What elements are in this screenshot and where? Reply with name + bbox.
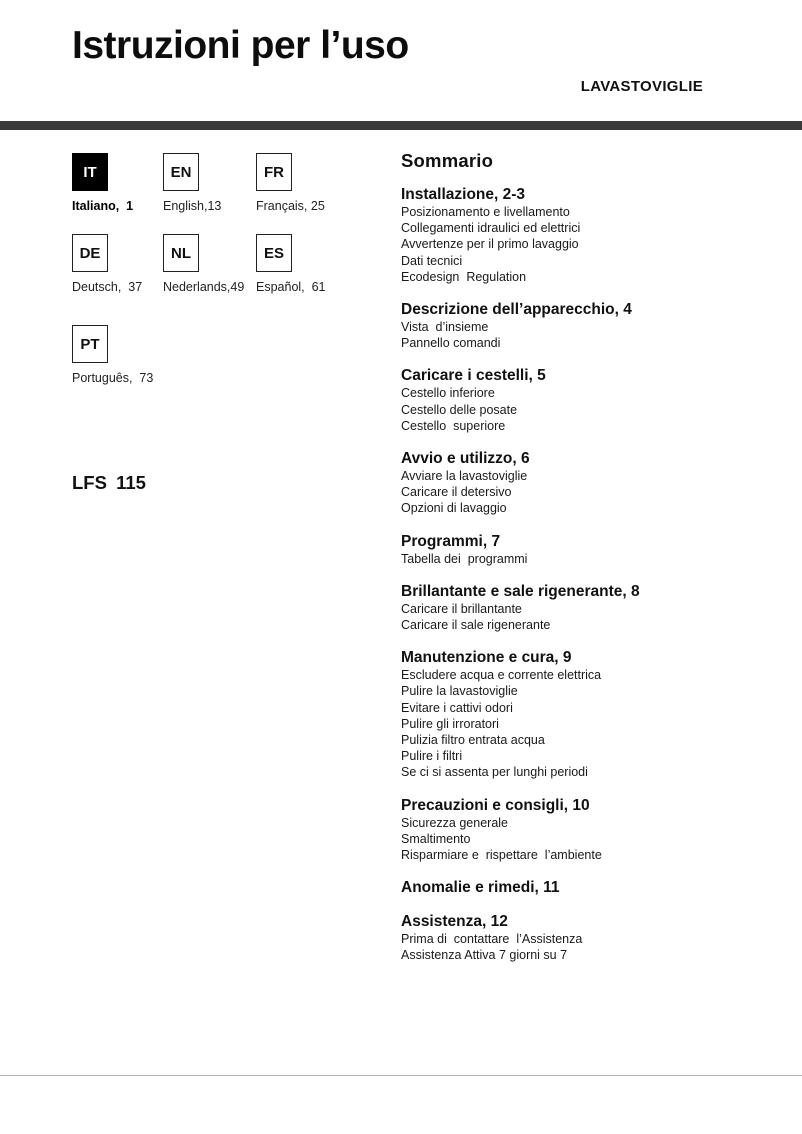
toc-section [401,648,781,780]
toc-section-title[interactable]: Installazione, 2-3 [401,186,526,203]
toc-section-title[interactable]: Brillantante e sale rigenerante, 8 [401,582,640,600]
language-pt[interactable] [72,325,168,385]
toc-section-title[interactable]: Avvio e utilizzo, 6 [401,450,530,468]
language-es[interactable] [256,234,352,294]
toc-item[interactable]: Sicurezza generale [401,815,509,830]
language-label: Italiano, 1 [72,199,134,213]
language-code-box: DE [72,234,108,272]
language-nl[interactable] [163,234,259,294]
language-label: Português, 73 [72,371,154,385]
toc-item[interactable]: Collegamenti idraulici ed elettrici [401,221,581,236]
toc-item[interactable]: Posizionamento e livellamento [401,205,570,219]
toc-item[interactable]: Tabella dei programmi [401,551,528,566]
model-name: LFS 115 [72,472,146,493]
toc-item[interactable]: Pulire gli irroratori [401,716,499,731]
toc-item[interactable]: Pulizia filtro entrata acqua [401,733,545,748]
language-de[interactable] [72,234,168,294]
toc-item[interactable]: Pannello comandi [401,336,501,351]
toc-item[interactable]: Cestello inferiore [401,386,495,401]
toc-section [401,449,781,517]
toc-item[interactable]: Ecodesign Regulation [401,269,527,284]
toc-section-title[interactable]: Descrizione dell’apparecchio, 4 [401,301,632,319]
toc-section-title[interactable]: Manutenzione e cura, 9 [401,649,572,667]
language-label: Deutsch, 37 [72,280,143,294]
page-title: Istruzioni per l’uso [72,24,409,67]
language-it[interactable] [72,153,168,213]
language-code-box: PT [72,325,108,363]
toc-section-title[interactable]: Precauzioni e consigli, 10 [401,796,590,814]
toc-section [401,300,781,351]
language-code-box: NL [163,234,199,272]
toc-item[interactable]: Risparmiare e rispettare l’ambiente [401,848,602,863]
toc-section [401,532,781,567]
toc-item[interactable]: Avvertenze per il primo lavaggio [401,237,579,252]
toc-item[interactable]: Smaltimento [401,831,471,846]
toc-section [401,796,781,864]
toc-item[interactable]: Escludere acqua e corrente elettrica [401,668,602,683]
language-label: Nederlands,49 [163,280,245,294]
toc-item[interactable]: Cestello superiore [401,418,506,433]
table-of-contents [401,150,781,979]
toc-section-title[interactable]: Assistenza, 12 [401,913,508,931]
toc-item[interactable]: Se ci si assenta per lunghi periodi [401,765,588,780]
bottom-divider [0,1075,802,1076]
language-code-box: EN [163,153,199,191]
toc-item[interactable]: Opzioni di lavaggio [401,501,507,516]
toc-item[interactable]: Assistenza Attiva 7 giorni su 7 [401,948,568,963]
toc-item[interactable]: Pulire la lavastoviglie [401,684,518,699]
language-label: Français, 25 [256,199,325,213]
toc-item[interactable]: Avviare la lavastoviglie [401,469,528,484]
toc-item[interactable]: Caricare il sale rigenerante [401,618,551,633]
toc-sections [401,185,781,964]
top-divider [0,121,802,130]
language-en[interactable] [163,153,259,213]
toc-section-title[interactable]: Programmi, 7 [401,532,501,550]
toc-section [401,582,781,633]
toc-section [401,912,781,963]
toc-section [401,366,781,434]
toc-section-title[interactable]: Caricare i cestelli, 5 [401,367,546,385]
language-label: English,13 [163,199,222,213]
toc-item[interactable]: Dati tecnici [401,253,463,268]
toc-item[interactable]: Pulire i filtri [401,749,463,764]
toc-item[interactable]: Prima di contattare l’Assistenza [401,932,583,947]
toc-section [401,878,781,897]
toc-item[interactable]: Caricare il brillantante [401,601,522,616]
toc-item[interactable]: Vista d’insieme [401,320,489,335]
toc-heading: Sommario [401,150,494,171]
language-code-box: IT [72,153,108,191]
toc-item[interactable]: Evitare i cattivi odori [401,700,513,715]
language-label: Español, 61 [256,280,326,294]
product-type: LAVASTOVIGLIE [580,78,703,95]
toc-item[interactable]: Caricare il detersivo [401,485,512,500]
language-code-box: ES [256,234,292,272]
toc-section [401,185,781,285]
language-code-box: FR [256,153,292,191]
toc-item[interactable]: Cestello delle posate [401,402,518,417]
toc-section-title[interactable]: Anomalie e rimedi, 11 [401,879,560,897]
language-fr[interactable] [256,153,352,213]
